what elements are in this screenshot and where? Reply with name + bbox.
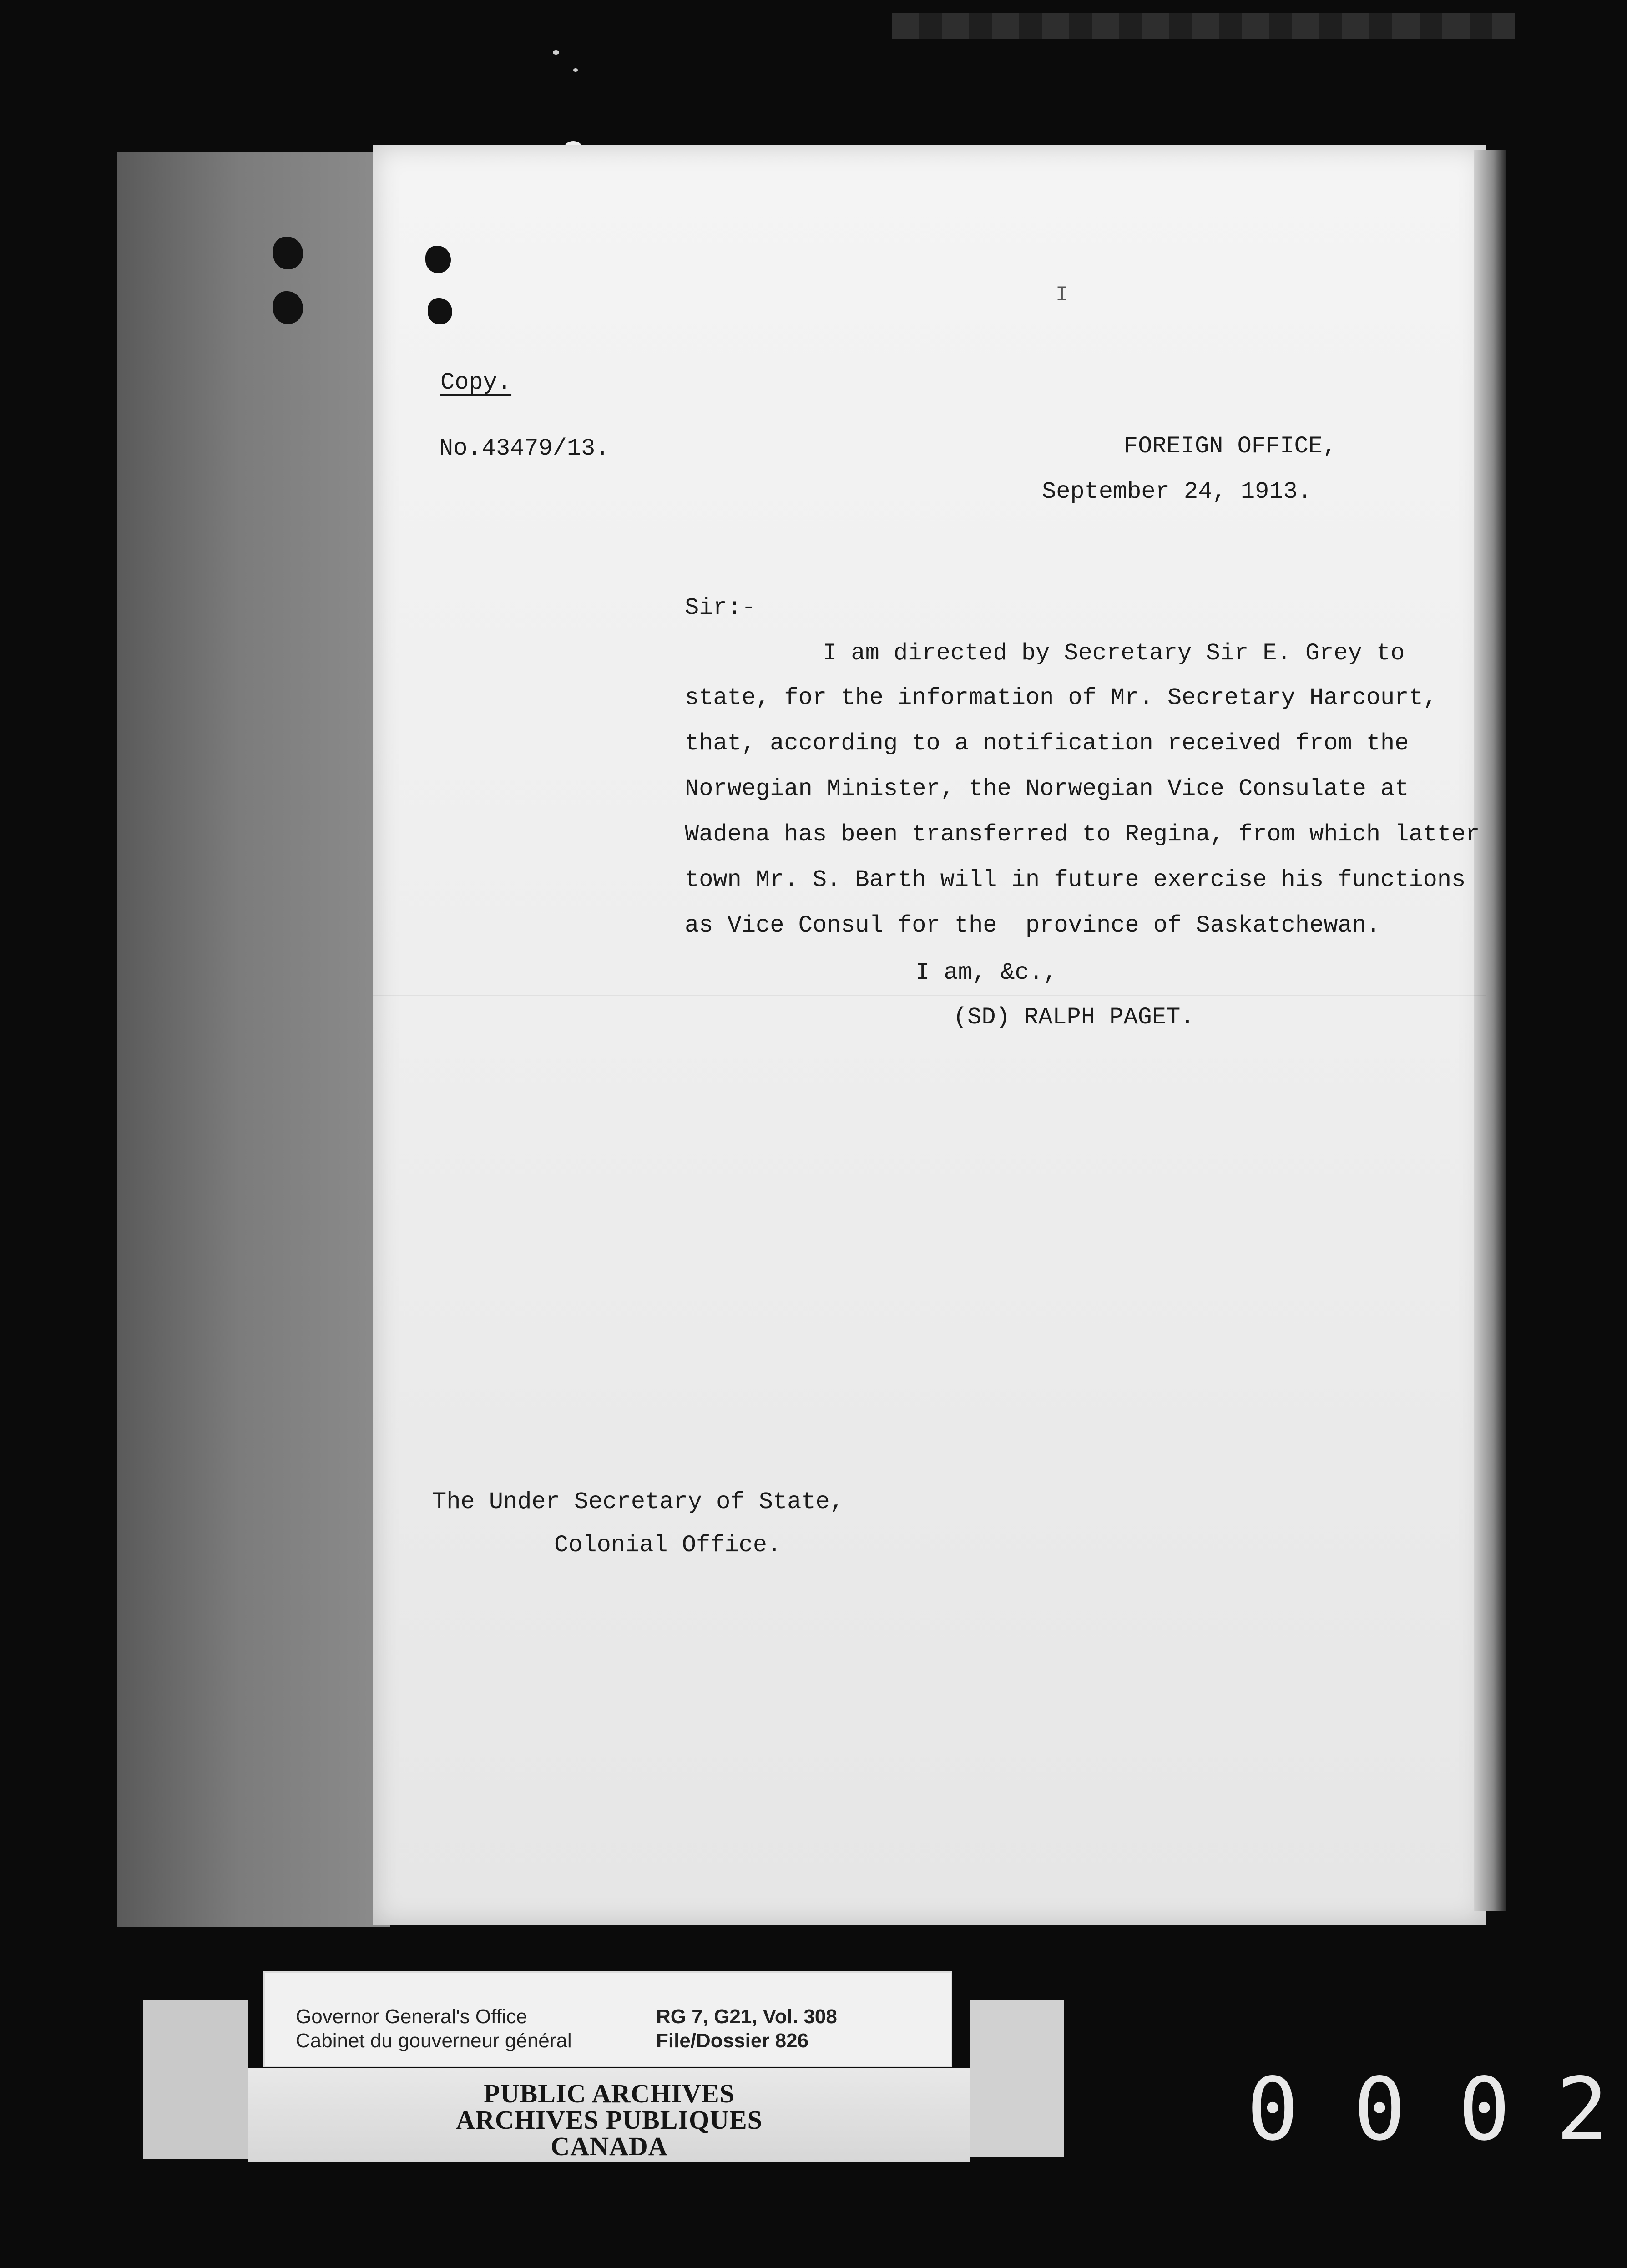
addressee-line: Colonial Office. [554,1532,782,1559]
page-marker: I [1056,283,1068,307]
folder-backing [117,152,390,1927]
office-en: Governor General's Office [296,2005,527,2028]
film-scratch [553,50,559,55]
closing: I am, &c., [915,959,1058,986]
body-line: Norwegian Minister, the Norwegian Vice Consulate at [685,775,1409,802]
punch-hole [425,246,451,273]
archives-country: CANADA [551,2131,668,2161]
archive-file: File/Dossier 826 [656,2030,809,2052]
body-line: as Vice Consul for the province of Saskatchewan. [685,912,1381,939]
archive-reference: RG 7, G21, Vol. 308 [656,2005,837,2028]
punch-hole [428,298,452,324]
archives-stamp [248,2068,970,2162]
letter-page [373,145,1486,1925]
frame-number-digit: 2 [1556,2059,1608,2160]
archive-tab-left [143,2000,248,2159]
body-line: Wadena has been transferred to Regina, from which latter [685,821,1480,848]
archive-reference-label [265,1973,951,2066]
signature: (SD) RALPH PAGET. [953,1004,1195,1031]
copy-label: Copy. [440,369,512,396]
archive-tab-right [970,2000,1064,2157]
film-edge-markings [892,13,1515,39]
frame-number-digit: 0 [1247,2059,1299,2160]
letter-date: September 24, 1913. [1042,478,1312,505]
page-edge [1474,150,1506,1911]
frame-number-digit: 0 [1458,2059,1511,2160]
office-heading: FOREIGN OFFICE, [1124,433,1337,460]
salutation: Sir:- [685,594,756,621]
reference-number: No.43479/13. [439,435,610,462]
punch-hole [273,237,303,269]
body-line: town Mr. S. Barth will in future exercise his functions [685,866,1466,893]
film-scratch [573,68,578,72]
fold-line [373,995,1486,996]
archives-en: PUBLIC ARCHIVES [484,2079,735,2108]
body-line: that, according to a notification received from the [685,730,1409,757]
body-line: I am directed by Secretary Sir E. Grey to [823,640,1405,667]
punch-hole [273,291,303,324]
frame-number-digit: 0 [1354,2059,1406,2160]
archives-fr: ARCHIVES PUBLIQUES [456,2105,763,2135]
office-fr: Cabinet du gouverneur général [296,2030,572,2052]
addressee-line: The Under Secretary of State, [432,1488,844,1515]
body-line: state, for the information of Mr. Secretary Harcourt, [685,684,1437,711]
